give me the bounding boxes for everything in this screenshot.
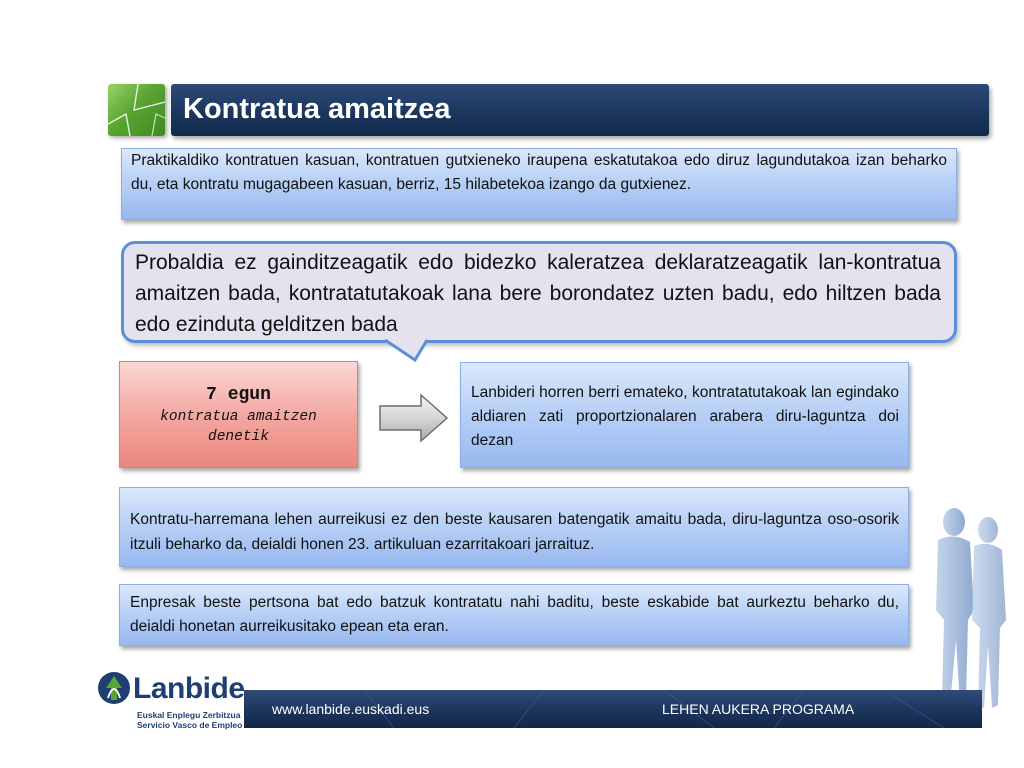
logo-wordmark: Lanbide	[133, 672, 245, 705]
right-arrow-icon	[377, 392, 451, 444]
fact-text-2: Enpresak beste pertsona bat edo batzuk kontratatu nahi baditu, beste eskabide bat aurkeztu beharko du, deialdi honetan aurreikusitako epean eta eran.	[130, 594, 899, 635]
logo-subtitle-es: Servicio Vasco de Empleo	[137, 720, 243, 730]
fact-box-2	[119, 584, 909, 646]
footer-program: LEHEN AUKERA PROGRAMA	[662, 701, 855, 717]
lanbide-logo-icon	[96, 670, 132, 706]
notify-box	[460, 362, 909, 468]
intro-box	[121, 148, 957, 220]
deadline-box	[119, 361, 358, 468]
logo-subtitle-eu: Euskal Enplegu Zerbitzua	[137, 710, 241, 720]
footer-url[interactable]: www.lanbide.euskadi.eus	[272, 701, 430, 717]
intro-text: Praktikaldiko kontratuen kasuan, kontratuen gutxieneko iraupena eskatutakoa edo diruz lagundutakoa izan beharko du, eta kontratu mugagabeen kasuan, berriz, 15 hilabetekoa izango da gutxienez.	[131, 152, 947, 193]
slide-title: Kontratua amaitzea	[183, 93, 451, 125]
fact-text-1: Kontratu-harremana lehen aurreikusi ez den beste kausaren batengatik amaitu bada, diru-laguntza oso-osorik itzuli beharko da, deialdi honen 23. artikuluan ezarritakoari jarraituz.	[130, 511, 899, 553]
fact-box-1	[119, 487, 909, 567]
callout-pointer	[385, 338, 455, 362]
notify-text: Lanbideri horren berri emateko, kontratatutakoak lan egindako aldiaren zati proportzionalaren arabera diru-laguntza doi dezan	[471, 384, 899, 449]
green-square-icon	[108, 84, 165, 136]
callout-text: Probaldia ez gainditzeagatik edo bidezko kaleratzea deklaratzeagatik lan-kontratua amaitzen bada, kontratatutakoak lana bere borondatez uzten badu, edo hiltzen bada edo ezinduta gelditzen bada	[135, 251, 941, 336]
deadline-title: 7 egun	[206, 385, 271, 405]
deadline-subtitle: kontratua amaitzen denetik	[160, 409, 317, 445]
